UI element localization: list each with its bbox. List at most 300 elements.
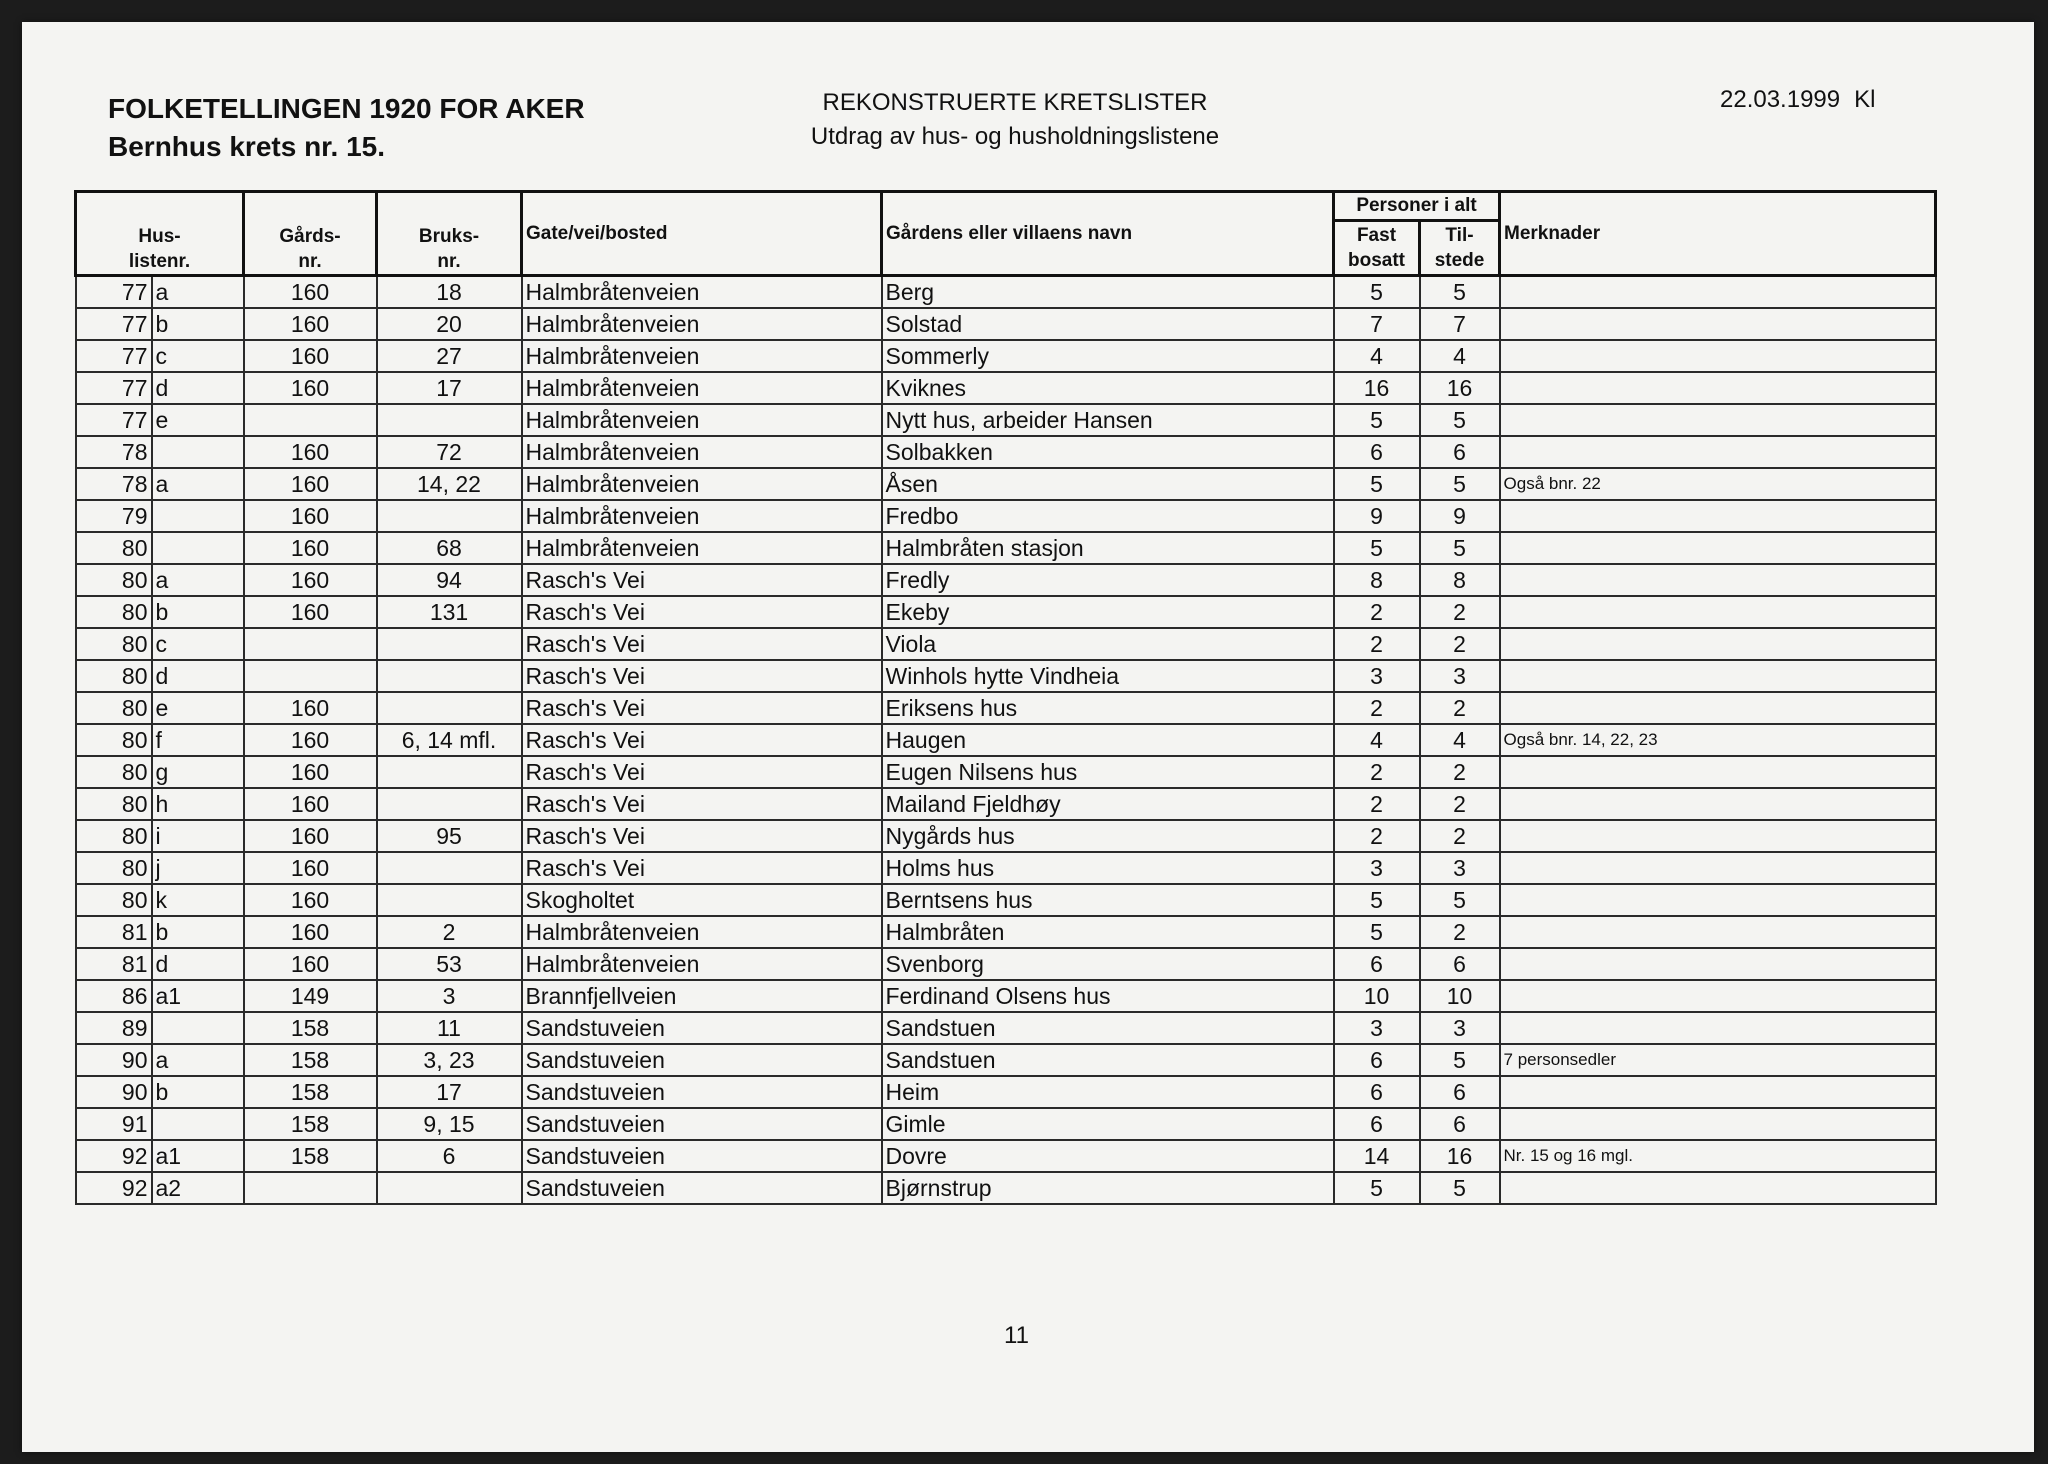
document-title bbox=[108, 90, 585, 166]
table-row bbox=[76, 1140, 1936, 1172]
cell-merknader bbox=[1500, 948, 1936, 980]
cell-navn: Winhols hytte Vindheia bbox=[882, 660, 1334, 692]
cell-merknader bbox=[1500, 1076, 1936, 1108]
cell-til-stede: 5 bbox=[1420, 1044, 1500, 1076]
cell-merknader bbox=[1500, 884, 1936, 916]
cell-bruks-nr: 68 bbox=[377, 532, 522, 564]
table-row bbox=[76, 788, 1936, 820]
cell-til-stede: 5 bbox=[1420, 468, 1500, 500]
cell-gards-nr: 149 bbox=[244, 980, 377, 1012]
cell-hus-nr: 80 bbox=[76, 788, 152, 820]
cell-gate: Rasch's Vei bbox=[522, 596, 882, 628]
cell-navn: Mailand Fjeldhøy bbox=[882, 788, 1334, 820]
cell-bruks-nr bbox=[377, 756, 522, 788]
cell-hus-nr: 80 bbox=[76, 756, 152, 788]
cell-merknader: 7 personsedler bbox=[1500, 1044, 1936, 1076]
cell-gards-nr: 160 bbox=[244, 788, 377, 820]
cell-fast-bosatt: 7 bbox=[1334, 308, 1420, 340]
cell-merknader: Også bnr. 22 bbox=[1500, 468, 1936, 500]
cell-gate: Halmbråtenveien bbox=[522, 340, 882, 372]
cell-hus-suffix: c bbox=[152, 628, 244, 660]
cell-fast-bosatt: 2 bbox=[1334, 628, 1420, 660]
cell-hus-suffix bbox=[152, 1012, 244, 1044]
col-gards-line2: nr. bbox=[298, 251, 322, 272]
cell-merknader bbox=[1500, 788, 1936, 820]
cell-bruks-nr: 11 bbox=[377, 1012, 522, 1044]
cell-gards-nr: 160 bbox=[244, 340, 377, 372]
cell-fast-bosatt: 6 bbox=[1334, 948, 1420, 980]
cell-fast-bosatt: 14 bbox=[1334, 1140, 1420, 1172]
cell-navn: Dovre bbox=[882, 1140, 1334, 1172]
cell-merknader: Nr. 15 og 16 mgl. bbox=[1500, 1140, 1936, 1172]
cell-fast-bosatt: 5 bbox=[1334, 916, 1420, 948]
cell-gate: Rasch's Vei bbox=[522, 628, 882, 660]
table-row bbox=[76, 1044, 1936, 1076]
cell-til-stede: 4 bbox=[1420, 724, 1500, 756]
cell-gate: Rasch's Vei bbox=[522, 692, 882, 724]
cell-navn: Kviknes bbox=[882, 372, 1334, 404]
cell-til-stede: 7 bbox=[1420, 308, 1500, 340]
cell-merknader bbox=[1500, 404, 1936, 436]
table-row bbox=[76, 948, 1936, 980]
cell-bruks-nr: 131 bbox=[377, 596, 522, 628]
cell-hus-suffix: j bbox=[152, 852, 244, 884]
cell-til-stede: 4 bbox=[1420, 340, 1500, 372]
cell-hus-nr: 80 bbox=[76, 852, 152, 884]
cell-navn: Ekeby bbox=[882, 596, 1334, 628]
cell-til-stede: 9 bbox=[1420, 500, 1500, 532]
census-table bbox=[74, 190, 1937, 1205]
cell-gate: Rasch's Vei bbox=[522, 660, 882, 692]
cell-merknader bbox=[1500, 820, 1936, 852]
cell-navn: Heim bbox=[882, 1076, 1334, 1108]
census-title: FOLKETELLINGEN 1920 FOR AKER bbox=[108, 93, 585, 124]
table-row bbox=[76, 1012, 1936, 1044]
cell-fast-bosatt: 6 bbox=[1334, 1076, 1420, 1108]
cell-hus-suffix bbox=[152, 500, 244, 532]
cell-hus-suffix: d bbox=[152, 372, 244, 404]
col-hus-header bbox=[76, 192, 244, 276]
cell-bruks-nr bbox=[377, 788, 522, 820]
cell-bruks-nr: 3 bbox=[377, 980, 522, 1012]
cell-til-stede: 5 bbox=[1420, 532, 1500, 564]
col-navn-header: Gårdens eller villaens navn bbox=[882, 192, 1334, 276]
col-til-line2: stede bbox=[1434, 250, 1485, 271]
cell-navn: Sandstuen bbox=[882, 1012, 1334, 1044]
cell-gards-nr: 160 bbox=[244, 916, 377, 948]
cell-hus-suffix bbox=[152, 436, 244, 468]
col-gards-line1: Gårds- bbox=[279, 226, 341, 247]
cell-fast-bosatt: 5 bbox=[1334, 1172, 1420, 1204]
cell-fast-bosatt: 5 bbox=[1334, 532, 1420, 564]
cell-merknader bbox=[1500, 628, 1936, 660]
cell-gards-nr: 160 bbox=[244, 564, 377, 596]
cell-hus-nr: 78 bbox=[76, 468, 152, 500]
table-row bbox=[76, 724, 1936, 756]
cell-gate: Rasch's Vei bbox=[522, 756, 882, 788]
col-fast-header bbox=[1334, 221, 1420, 276]
cell-til-stede: 10 bbox=[1420, 980, 1500, 1012]
cell-hus-suffix bbox=[152, 532, 244, 564]
cell-gards-nr bbox=[244, 404, 377, 436]
cell-fast-bosatt: 2 bbox=[1334, 756, 1420, 788]
cell-hus-nr: 80 bbox=[76, 628, 152, 660]
cell-merknader bbox=[1500, 1108, 1936, 1140]
cell-merknader bbox=[1500, 916, 1936, 948]
cell-bruks-nr bbox=[377, 660, 522, 692]
cell-til-stede: 6 bbox=[1420, 436, 1500, 468]
cell-hus-suffix: d bbox=[152, 660, 244, 692]
cell-navn: Halmbråten stasjon bbox=[882, 532, 1334, 564]
cell-navn: Svenborg bbox=[882, 948, 1334, 980]
cell-hus-nr: 81 bbox=[76, 948, 152, 980]
cell-bruks-nr bbox=[377, 884, 522, 916]
cell-hus-suffix bbox=[152, 1108, 244, 1140]
cell-fast-bosatt: 2 bbox=[1334, 596, 1420, 628]
cell-fast-bosatt: 2 bbox=[1334, 692, 1420, 724]
col-fast-line2: bosatt bbox=[1348, 250, 1405, 271]
cell-hus-nr: 80 bbox=[76, 532, 152, 564]
cell-merknader bbox=[1500, 1012, 1936, 1044]
col-til-header bbox=[1420, 221, 1500, 276]
cell-navn: Halmbråten bbox=[882, 916, 1334, 948]
table-row bbox=[76, 756, 1936, 788]
cell-hus-nr: 90 bbox=[76, 1044, 152, 1076]
cell-navn: Nygårds hus bbox=[882, 820, 1334, 852]
cell-hus-suffix: f bbox=[152, 724, 244, 756]
cell-til-stede: 16 bbox=[1420, 1140, 1500, 1172]
cell-merknader bbox=[1500, 532, 1936, 564]
cell-fast-bosatt: 6 bbox=[1334, 1044, 1420, 1076]
cell-hus-suffix: g bbox=[152, 756, 244, 788]
cell-navn: Sandstuen bbox=[882, 1044, 1334, 1076]
cell-merknader bbox=[1500, 1172, 1936, 1204]
cell-hus-nr: 80 bbox=[76, 596, 152, 628]
subtitle-line-1: REKONSTRUERTE KRETSLISTER bbox=[822, 89, 1208, 116]
cell-hus-nr: 77 bbox=[76, 340, 152, 372]
cell-navn: Nytt hus, arbeider Hansen bbox=[882, 404, 1334, 436]
cell-bruks-nr: 17 bbox=[377, 1076, 522, 1108]
cell-gate: Halmbråtenveien bbox=[522, 436, 882, 468]
cell-fast-bosatt: 6 bbox=[1334, 1108, 1420, 1140]
cell-fast-bosatt: 5 bbox=[1334, 884, 1420, 916]
cell-bruks-nr bbox=[377, 692, 522, 724]
cell-hus-nr: 92 bbox=[76, 1172, 152, 1204]
cell-gards-nr: 160 bbox=[244, 820, 377, 852]
cell-bruks-nr: 94 bbox=[377, 564, 522, 596]
cell-fast-bosatt: 10 bbox=[1334, 980, 1420, 1012]
cell-gards-nr: 160 bbox=[244, 756, 377, 788]
cell-til-stede: 2 bbox=[1420, 692, 1500, 724]
table-row bbox=[76, 468, 1936, 500]
cell-hus-suffix: a bbox=[152, 1044, 244, 1076]
cell-hus-suffix: e bbox=[152, 404, 244, 436]
cell-hus-nr: 91 bbox=[76, 1108, 152, 1140]
cell-merknader bbox=[1500, 340, 1936, 372]
cell-til-stede: 3 bbox=[1420, 1012, 1500, 1044]
col-bruks-header bbox=[377, 192, 522, 276]
cell-merknader bbox=[1500, 372, 1936, 404]
table-row bbox=[76, 660, 1936, 692]
cell-hus-nr: 80 bbox=[76, 724, 152, 756]
cell-bruks-nr: 18 bbox=[377, 276, 522, 309]
cell-gate: Rasch's Vei bbox=[522, 820, 882, 852]
cell-hus-nr: 80 bbox=[76, 660, 152, 692]
cell-bruks-nr bbox=[377, 628, 522, 660]
cell-til-stede: 2 bbox=[1420, 788, 1500, 820]
col-merknader-header: Merknader bbox=[1500, 192, 1936, 276]
cell-bruks-nr: 17 bbox=[377, 372, 522, 404]
date-stamp bbox=[1720, 86, 1875, 114]
cell-navn: Eugen Nilsens hus bbox=[882, 756, 1334, 788]
cell-til-stede: 5 bbox=[1420, 404, 1500, 436]
table-row bbox=[76, 1076, 1936, 1108]
cell-hus-suffix: k bbox=[152, 884, 244, 916]
document-subtitle bbox=[780, 86, 1250, 154]
cell-gards-nr: 158 bbox=[244, 1140, 377, 1172]
cell-bruks-nr: 2 bbox=[377, 916, 522, 948]
cell-gate: Sandstuveien bbox=[522, 1044, 882, 1076]
col-hus-line1: Hus- bbox=[138, 226, 181, 247]
cell-navn: Berntsens hus bbox=[882, 884, 1334, 916]
table-row bbox=[76, 340, 1936, 372]
cell-gate: Sandstuveien bbox=[522, 1108, 882, 1140]
cell-merknader bbox=[1500, 980, 1936, 1012]
cell-merknader bbox=[1500, 500, 1936, 532]
cell-hus-suffix: e bbox=[152, 692, 244, 724]
cell-til-stede: 6 bbox=[1420, 1108, 1500, 1140]
cell-gate: Rasch's Vei bbox=[522, 788, 882, 820]
cell-gards-nr bbox=[244, 660, 377, 692]
cell-gate: Halmbråtenveien bbox=[522, 276, 882, 309]
cell-gards-nr: 160 bbox=[244, 276, 377, 309]
cell-hus-nr: 77 bbox=[76, 372, 152, 404]
cell-fast-bosatt: 6 bbox=[1334, 436, 1420, 468]
table-row bbox=[76, 436, 1936, 468]
cell-fast-bosatt: 9 bbox=[1334, 500, 1420, 532]
cell-bruks-nr bbox=[377, 500, 522, 532]
cell-navn: Fredly bbox=[882, 564, 1334, 596]
cell-hus-nr: 78 bbox=[76, 436, 152, 468]
cell-hus-nr: 86 bbox=[76, 980, 152, 1012]
signature-initials: Kl bbox=[1854, 86, 1876, 113]
cell-til-stede: 3 bbox=[1420, 660, 1500, 692]
cell-gate: Skogholtet bbox=[522, 884, 882, 916]
cell-gate: Halmbråtenveien bbox=[522, 468, 882, 500]
table-row bbox=[76, 820, 1936, 852]
table-row bbox=[76, 980, 1936, 1012]
cell-merknader bbox=[1500, 564, 1936, 596]
table-row bbox=[76, 628, 1936, 660]
cell-gards-nr: 158 bbox=[244, 1108, 377, 1140]
cell-hus-nr: 89 bbox=[76, 1012, 152, 1044]
cell-navn: Fredbo bbox=[882, 500, 1334, 532]
cell-merknader: Også bnr. 14, 22, 23 bbox=[1500, 724, 1936, 756]
cell-gards-nr: 160 bbox=[244, 596, 377, 628]
cell-gards-nr: 160 bbox=[244, 724, 377, 756]
cell-bruks-nr: 72 bbox=[377, 436, 522, 468]
cell-til-stede: 5 bbox=[1420, 1172, 1500, 1204]
col-bruks-line2: nr. bbox=[437, 251, 461, 272]
cell-hus-suffix: a1 bbox=[152, 1140, 244, 1172]
cell-gate: Halmbråtenveien bbox=[522, 532, 882, 564]
cell-fast-bosatt: 3 bbox=[1334, 852, 1420, 884]
cell-gards-nr: 160 bbox=[244, 372, 377, 404]
cell-gards-nr: 160 bbox=[244, 500, 377, 532]
cell-hus-suffix: a1 bbox=[152, 980, 244, 1012]
cell-hus-nr: 77 bbox=[76, 404, 152, 436]
cell-navn: Haugen bbox=[882, 724, 1334, 756]
cell-merknader bbox=[1500, 852, 1936, 884]
cell-gards-nr: 160 bbox=[244, 884, 377, 916]
cell-gards-nr: 160 bbox=[244, 308, 377, 340]
cell-fast-bosatt: 3 bbox=[1334, 660, 1420, 692]
table-row bbox=[76, 596, 1936, 628]
cell-fast-bosatt: 5 bbox=[1334, 276, 1420, 309]
cell-hus-nr: 92 bbox=[76, 1140, 152, 1172]
cell-bruks-nr: 6, 14 mfl. bbox=[377, 724, 522, 756]
cell-bruks-nr bbox=[377, 404, 522, 436]
cell-fast-bosatt: 3 bbox=[1334, 1012, 1420, 1044]
cell-hus-suffix: d bbox=[152, 948, 244, 980]
cell-navn: Viola bbox=[882, 628, 1334, 660]
cell-til-stede: 6 bbox=[1420, 948, 1500, 980]
cell-merknader bbox=[1500, 692, 1936, 724]
cell-hus-suffix: b bbox=[152, 1076, 244, 1108]
date-text: 22.03.1999 bbox=[1720, 86, 1841, 113]
table-row bbox=[76, 372, 1936, 404]
cell-til-stede: 3 bbox=[1420, 852, 1500, 884]
cell-merknader bbox=[1500, 756, 1936, 788]
page-number: 11 bbox=[1004, 1322, 1029, 1349]
cell-navn: Bjørnstrup bbox=[882, 1172, 1334, 1204]
cell-hus-nr: 90 bbox=[76, 1076, 152, 1108]
cell-gards-nr: 158 bbox=[244, 1044, 377, 1076]
cell-fast-bosatt: 2 bbox=[1334, 788, 1420, 820]
cell-gards-nr: 160 bbox=[244, 532, 377, 564]
cell-fast-bosatt: 5 bbox=[1334, 404, 1420, 436]
table-header bbox=[76, 192, 1936, 276]
cell-gate: Halmbråtenveien bbox=[522, 948, 882, 980]
cell-fast-bosatt: 8 bbox=[1334, 564, 1420, 596]
cell-gate: Halmbråtenveien bbox=[522, 916, 882, 948]
table-row bbox=[76, 1172, 1936, 1204]
cell-gate: Halmbråtenveien bbox=[522, 372, 882, 404]
col-gate-header: Gate/vei/bosted bbox=[522, 192, 882, 276]
cell-gate: Halmbråtenveien bbox=[522, 404, 882, 436]
cell-gards-nr: 160 bbox=[244, 692, 377, 724]
cell-gards-nr bbox=[244, 1172, 377, 1204]
cell-til-stede: 2 bbox=[1420, 820, 1500, 852]
cell-gate: Sandstuveien bbox=[522, 1140, 882, 1172]
cell-hus-nr: 79 bbox=[76, 500, 152, 532]
cell-gards-nr bbox=[244, 628, 377, 660]
cell-hus-nr: 80 bbox=[76, 692, 152, 724]
cell-gate: Halmbråtenveien bbox=[522, 500, 882, 532]
table-row bbox=[76, 404, 1936, 436]
cell-gate: Rasch's Vei bbox=[522, 564, 882, 596]
cell-bruks-nr: 53 bbox=[377, 948, 522, 980]
cell-til-stede: 2 bbox=[1420, 756, 1500, 788]
cell-gards-nr: 160 bbox=[244, 852, 377, 884]
cell-hus-suffix: c bbox=[152, 340, 244, 372]
district-title: Bernhus krets nr. 15. bbox=[108, 131, 386, 162]
table-row bbox=[76, 500, 1936, 532]
cell-hus-suffix: a bbox=[152, 468, 244, 500]
cell-hus-nr: 81 bbox=[76, 916, 152, 948]
cell-navn: Holms hus bbox=[882, 852, 1334, 884]
cell-hus-suffix: a2 bbox=[152, 1172, 244, 1204]
col-personer-header: Personer i alt bbox=[1334, 192, 1500, 221]
table-row bbox=[76, 884, 1936, 916]
cell-fast-bosatt: 4 bbox=[1334, 724, 1420, 756]
cell-hus-suffix: a bbox=[152, 564, 244, 596]
table-row bbox=[76, 308, 1936, 340]
cell-til-stede: 5 bbox=[1420, 276, 1500, 309]
table-row bbox=[76, 692, 1936, 724]
cell-fast-bosatt: 4 bbox=[1334, 340, 1420, 372]
cell-fast-bosatt: 16 bbox=[1334, 372, 1420, 404]
cell-hus-suffix: i bbox=[152, 820, 244, 852]
cell-hus-suffix: b bbox=[152, 308, 244, 340]
cell-til-stede: 2 bbox=[1420, 628, 1500, 660]
col-hus-line2: listenr. bbox=[128, 251, 191, 272]
cell-merknader bbox=[1500, 660, 1936, 692]
cell-gards-nr: 158 bbox=[244, 1076, 377, 1108]
cell-bruks-nr: 14, 22 bbox=[377, 468, 522, 500]
cell-gards-nr: 160 bbox=[244, 468, 377, 500]
cell-hus-suffix: a bbox=[152, 276, 244, 309]
cell-til-stede: 2 bbox=[1420, 596, 1500, 628]
cell-hus-suffix: h bbox=[152, 788, 244, 820]
cell-gards-nr: 160 bbox=[244, 436, 377, 468]
table-row bbox=[76, 276, 1936, 309]
cell-bruks-nr: 6 bbox=[377, 1140, 522, 1172]
cell-navn: Eriksens hus bbox=[882, 692, 1334, 724]
cell-navn: Solstad bbox=[882, 308, 1334, 340]
cell-navn: Åsen bbox=[882, 468, 1334, 500]
table-row bbox=[76, 852, 1936, 884]
cell-merknader bbox=[1500, 596, 1936, 628]
cell-hus-nr: 77 bbox=[76, 308, 152, 340]
cell-bruks-nr bbox=[377, 1172, 522, 1204]
cell-gate: Brannfjellveien bbox=[522, 980, 882, 1012]
cell-til-stede: 6 bbox=[1420, 1076, 1500, 1108]
table-row bbox=[76, 532, 1936, 564]
subtitle-line-2: Utdrag av hus- og husholdningslistene bbox=[810, 123, 1220, 150]
cell-bruks-nr: 27 bbox=[377, 340, 522, 372]
cell-fast-bosatt: 5 bbox=[1334, 468, 1420, 500]
cell-navn: Sommerly bbox=[882, 340, 1334, 372]
cell-navn: Berg bbox=[882, 276, 1334, 309]
col-gards-header bbox=[244, 192, 377, 276]
cell-gate: Sandstuveien bbox=[522, 1012, 882, 1044]
cell-til-stede: 2 bbox=[1420, 916, 1500, 948]
table-row bbox=[76, 564, 1936, 596]
table-row bbox=[76, 916, 1936, 948]
col-bruks-line1: Bruks- bbox=[418, 226, 480, 247]
cell-bruks-nr: 3, 23 bbox=[377, 1044, 522, 1076]
cell-gate: Rasch's Vei bbox=[522, 852, 882, 884]
cell-gate: Sandstuveien bbox=[522, 1076, 882, 1108]
cell-til-stede: 16 bbox=[1420, 372, 1500, 404]
cell-merknader bbox=[1500, 276, 1936, 309]
table-row bbox=[76, 1108, 1936, 1140]
table-body bbox=[76, 276, 1936, 1205]
cell-gate: Halmbråtenveien bbox=[522, 308, 882, 340]
cell-gate: Sandstuveien bbox=[522, 1172, 882, 1204]
cell-merknader bbox=[1500, 436, 1936, 468]
